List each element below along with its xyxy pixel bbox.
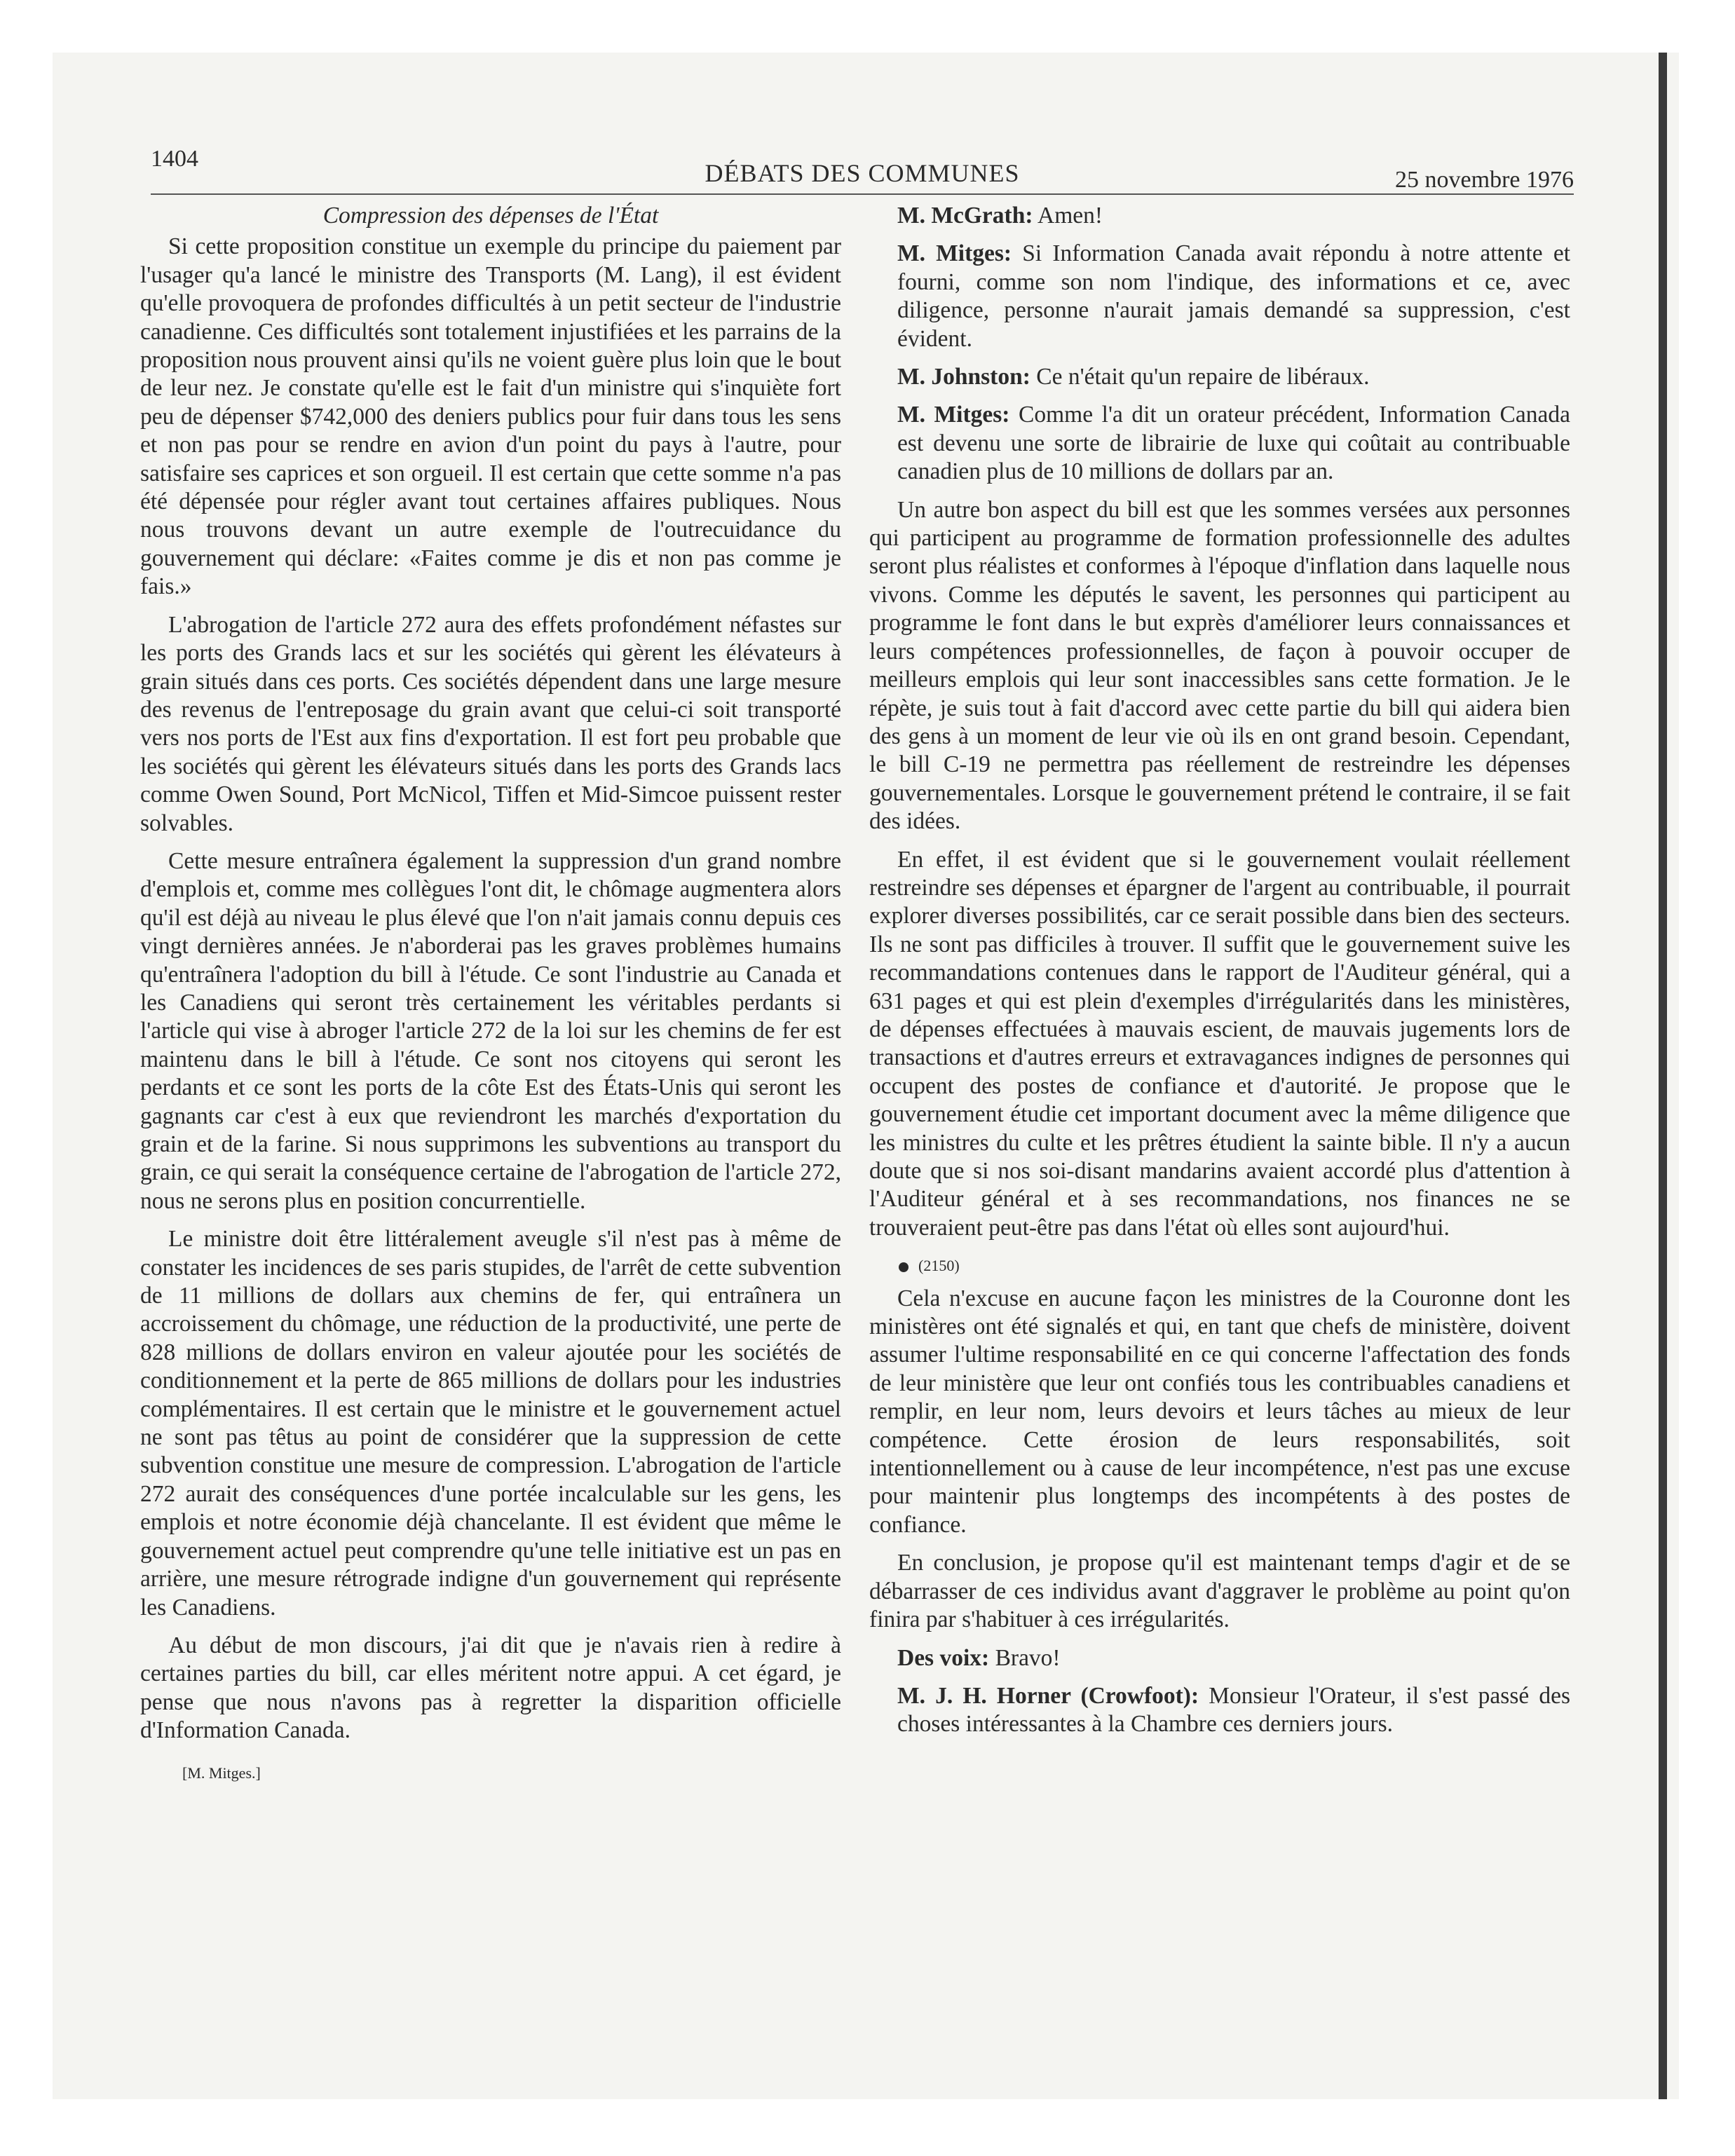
section-subheading: Compression des dépenses de l'État <box>322 203 659 228</box>
speech-entry <box>869 240 1570 353</box>
speech-text: Monsieur l'Orateur, il s'est passé des choses intéressantes à la Chambre ces derniers jours. <box>897 1682 1571 1738</box>
page-header <box>151 146 1574 202</box>
paragraph: Cette mesure entraînera également la suppression d'un grand nombre d'emplois et, comme mes collègues l'ont dit, le chômage augmentera alors qu'il est déjà au niveau le plus élevé que l'on n'ait jamais connu depuis ces vingt dernières années. Je n'aborderai pas les graves problèmes humains qu'entraînera l'adoption du bill à l'étude. Ce sont l'industrie au Canada et les Canadiens qui seront très certainement les véritables perdants si l'article qui vise à abroger l'article 272 de la loi sur les chemins de fer est maintenu dans le bill à l'étude. Ce sont nos citoyens qui seront les perdants et ce sont les ports de la côte Est des États-Unis qui seront les gagnants car c'est à eux que reviendront les marchés d'exportation du grain et de la farine. Si nous supprimons les subventions au transport du grain, ce qui serait la conséquence certaine de l'abrogation de l'article 272, nous ne serons plus en position concurrentielle. <box>140 847 841 1214</box>
speech-text: Bravo! <box>995 1644 1061 1671</box>
paragraph: En conclusion, je propose qu'il est maintenant temps d'agir et de se débarrasser de ces individus avant d'aggraver le problème au point qu'on finira par s'habituer à ces irrégularités. <box>869 1550 1570 1633</box>
speaker-name: Des voix: <box>897 1644 990 1671</box>
paragraph: Si cette proposition constitue un exemple du principe du paiement par l'usager qu'a lancé le ministre des Transports (M. Lang), il est évident qu'elle provoquera de profondes difficultés à un petit secteur de l'industrie canadienne. Ces difficultés sont totalement injustifiées et les parrains de la proposition nous prouvent ainsi qu'ils ne voient guère plus loin que le bout de leur nez. Je constate qu'elle est le fait d'un ministre qui s'inquiète fort peu de dépenser $742,000 des deniers publics pour fuir dans tous les sens et non pas pour se rendre en avion d'un point du pays à l'autre, pour satisfaire ses caprices et son orgueil. Il est certain que cette somme n'a pas été dépensée pour régler avant tout certaines affaires publiques. Nous nous trouvons devant un autre exemple de l'outrecuidance du gouvernement qui déclare: «Faites comme je dis et non pas comme je fais.» <box>140 233 841 600</box>
speaker-name: M. McGrath: <box>897 203 1033 228</box>
timestamp-text: (2150) <box>918 1257 960 1275</box>
paragraph: Au début de mon discours, j'ai dit que je n'avais rien à redire à certaines parties du bill, car elles méritent notre appui. A cet égard, je pense que nous n'avons pas à regretter la disparition officielle d'Information Canada. <box>140 1632 841 1744</box>
bullet-icon <box>899 1262 909 1272</box>
paragraph: En effet, il est évident que si le gouvernement voulait réellement restreindre ses dépenses et épargner de l'argent au contribuable, il pourrait explorer diverses possibilités, car ce serait possible dans bien des secteurs. Ils ne sont pas difficiles à trouver. Il suffit que le gouvernement suive les recommandations contenues dans le rapport de l'Auditeur général, qui a 631 pages et qui est plein d'exemples d'irrégularités dans les ministères, de dépenses effectuées à mauvais escient, de mauvais jugements lors de transactions et d'autres erreurs et extravagances indignes de personnes qui occupent des postes de confiance et d'autorité. Je propose que le gouvernement étudie cet important document avec la même diligence que les ministres du culte et les prêtres étudient la sainte bible. Il n'y a aucun doute que si nos soi-disant mandarins avaient accordé plus d'attention à l'Auditeur général et à ses recommandations, nos finances ne se trouveraient peut-être pas dans l'état où elles sont aujourd'hui. <box>869 846 1570 1241</box>
speech-entry <box>869 202 1570 230</box>
paragraph: Un autre bon aspect du bill est que les sommes versées aux personnes qui participent au programme de formation professionnelle des adultes seront plus réalistes et conformes à l'époque d'inflation dans laquelle nous vivons. Comme les députés le savent, les personnes qui participent au programme le font dans le but exprès d'améliorer leurs connaissances et leurs compétences professionnelles, de façon à pouvoir occuper de meilleurs emplois qui leur sont inaccessibles sans cette formation. Je le répète, je suis tout à fait d'accord avec cette partie du bill qui aidera bien des gens à un moment de leur vie où ils en ont grand besoin. Cependant, le bill C-19 ne permettra pas réellement de restreindre les dépenses gouvernementales. Lorsque le gouvernement prétend le contraire, il se fait des idées. <box>869 496 1570 835</box>
right-column <box>869 202 1570 1749</box>
speaker-footnote: [M. Mitges.] <box>182 1763 261 1782</box>
header-rule <box>151 193 1574 195</box>
page-number: 1404 <box>151 146 198 172</box>
speech-text: Ce n'était qu'un repaire de libéraux. <box>1036 364 1370 390</box>
speech-entry <box>869 401 1570 486</box>
speaker-name: M. Mitges: <box>897 402 1010 428</box>
left-column <box>140 202 841 1787</box>
speaker-name: M. Mitges: <box>897 240 1012 267</box>
speech-text: Si Information Canada avait répondu à notre attente et fourni, comme son nom l'indique, des informations et ce, avec diligence, personne n'aurait jamais demandé sa suppression, c'est évident. <box>897 240 1571 352</box>
paragraph: L'abrogation de l'article 272 aura des effets profondément néfastes sur les ports des Grands lacs et sur les sociétés qui gèrent les élévateurs à grain situés dans ces ports. Ces sociétés dépendent dans une large mesure des revenus de l'entreposage du grain avant que celui-ci soit transporté vers nos ports de l'Est aux fins d'exportation. Il est fort peu probable que les sociétés qui gèrent les élévateurs situés dans les ports des Grands lacs comme Owen Sound, Port McNicol, Tiffen et Mid-Simcoe puissent rester solvables. <box>140 611 841 836</box>
paragraph: Cela n'excuse en aucune façon les ministres de la Couronne dont les ministères ont été signalés et qui, en tant que chefs de ministère, doivent assumer l'ultime responsabilité en ce qui concerne l'affectation des fonds de leur ministère que leur ont confiés tous les contribuables canadiens et remplir, en leur nom, leurs devoirs et leurs tâches au mieux de leur compétence. Cette érosion de leurs responsabilités, soit intentionnellement ou à cause de leur incompétence, n'est pas une excuse pour maintenir plus longtemps des incompétents à des postes de confiance. <box>869 1285 1570 1538</box>
speech-text: Comme l'a dit un orateur précédent, Information Canada est devenu une sorte de librairie de luxe qui coûtait au contribuable canadien plus de 10 millions de dollars par an. <box>897 402 1570 485</box>
speech-entry <box>869 363 1570 391</box>
binding-edge <box>1659 53 1667 2099</box>
speech-text: Amen! <box>1037 203 1103 228</box>
publication-date: 25 novembre 1976 <box>1395 167 1574 193</box>
paragraph: Le ministre doit être littéralement aveugle s'il n'est pas à même de constater les incidences de ses paris stupides, de l'arrêt de cette subvention de 11 millions de dollars aux chemins de fer, qui entraînera un accroissement du chômage, une réduction de la productivité, une perte de 828 millions de dollars environ en valeur ajoutée pour les sociétés de conditionnement et la perte de 865 millions de dollars pour les industries complémentaires. Il est certain que le ministre et le gouvernement actuel ne sont pas têtus au point de considérer que la suppression de cette subvention constitue une mesure de compression. L'abrogation de l'article 272 aurait des conséquences d'une portée incalculable sur les gens, les emplois et notre économie déjà chancelante. Il est évident que même le gouvernement actuel peut comprendre qu'une telle initiative est un pas en arrière, une mesure rétrograde indigne d'un gouvernement qui représente les Canadiens. <box>140 1226 841 1621</box>
timestamp <box>899 1252 1570 1280</box>
speech-entry <box>869 1682 1570 1739</box>
speaker-name: M. Johnston: <box>897 364 1030 390</box>
speaker-name: M. J. H. Horner (Crowfoot): <box>897 1682 1199 1709</box>
speech-entry <box>869 1644 1570 1672</box>
publication-title: DÉBATS DES COMMUNES <box>705 159 1020 187</box>
